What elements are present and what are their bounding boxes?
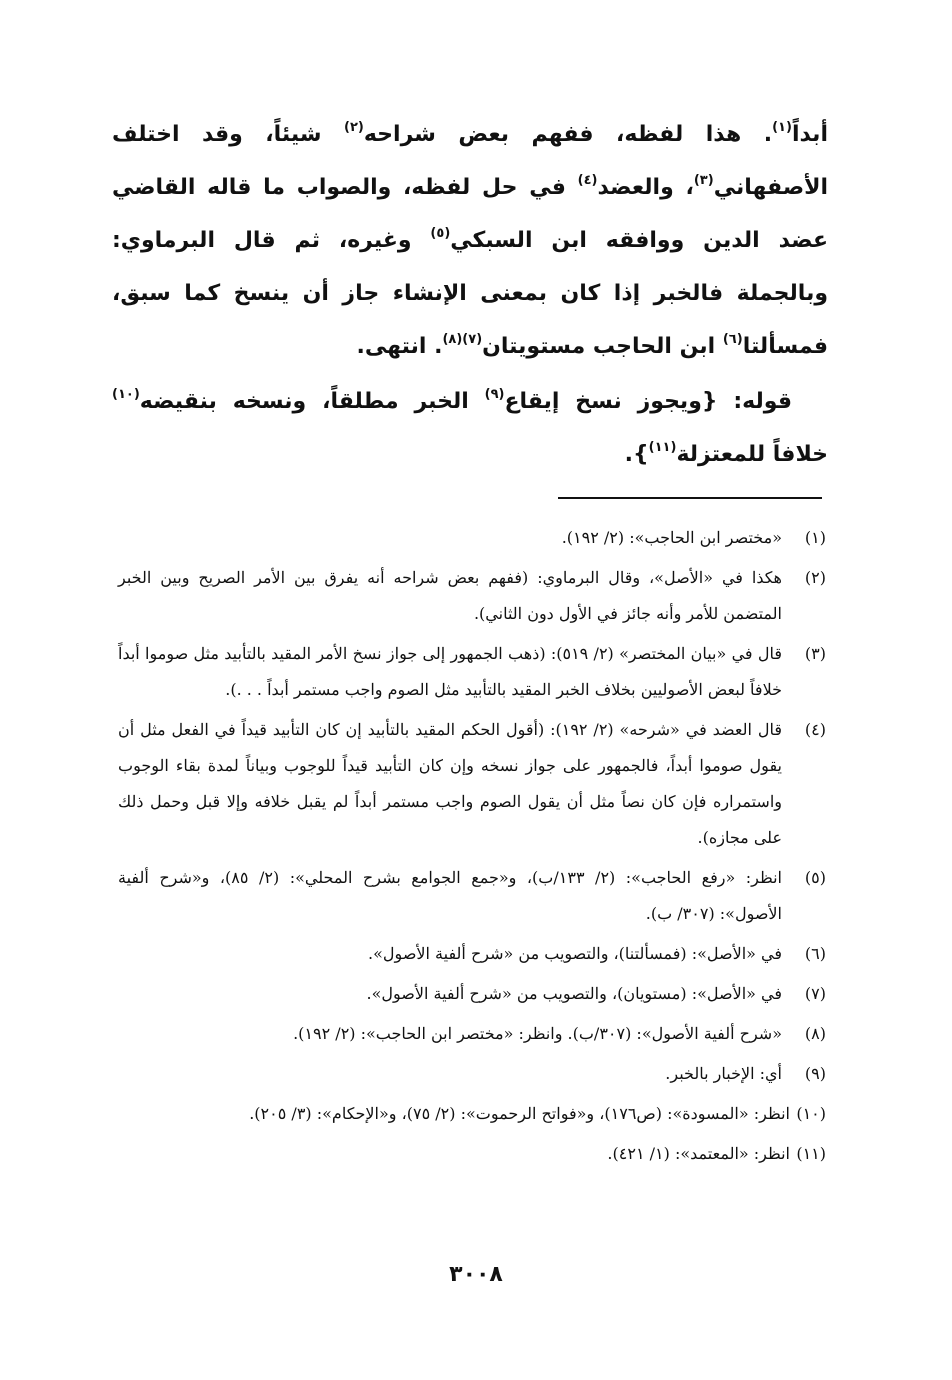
footnote-text: «مختصر ابن الحاجب»: (٢/ ١٩٢).: [561, 528, 782, 547]
footnote-separator: [558, 497, 822, 499]
text-run: }.: [624, 442, 649, 467]
page-number: ٣٠٠٨: [449, 1262, 503, 1287]
footnote: [118, 712, 826, 856]
footnote-ref-7-8[interactable]: (٧)(٨): [442, 332, 483, 347]
text-run: وغيره، ثم قال البرماوي: وبالجملة فالخبر إذا كان بمعنى الإنشاء جاز أن ينسخ كما سبق، فمسألتا: [112, 228, 828, 359]
footnote: [118, 936, 826, 972]
footnote-ref-6[interactable]: (٦): [722, 332, 743, 347]
footnote: [118, 860, 826, 932]
footnote-text: «شرح ألفية الأصول»: (٣٠٧/ب). وانظر: «مختصر ابن الحاجب»: (٢/ ١٩٢).: [293, 1024, 782, 1043]
footnote-number: (٦): [804, 944, 826, 963]
footnote-number: (٧): [804, 984, 826, 1003]
footnote-text: انظر: «المسودة»: (ص١٧٦)، و«فواتح الرحموت»: (٢/ ٧٥)، و«الإحكام»: (٣/ ٢٠٥).: [249, 1104, 790, 1123]
footnote-number: (١٠): [796, 1104, 826, 1123]
text-run: شيئاً، وقد اختلف الأصفهاني: [112, 122, 829, 200]
footnote: [118, 1096, 826, 1132]
footnote-text: انظر: «المعتمد»: (١/ ٤٢١).: [607, 1144, 790, 1163]
text-run: ، والعضد: [597, 175, 694, 200]
footnote-ref-10[interactable]: (١٠): [112, 387, 140, 402]
footnote-number: (٢): [804, 568, 826, 587]
footnote-number: (٤): [804, 720, 826, 739]
text-run: في حل لفظه، والصواب ما قاله القاضي عضد الدين ووافقه ابن السبكي: [112, 175, 828, 253]
footnote-ref-2[interactable]: (٢): [344, 120, 364, 135]
footnote: [118, 1136, 826, 1172]
footnote-ref-3[interactable]: (٣): [693, 173, 714, 188]
text-run: الخبر مطلقاً، ونسخه بنقيضه: [139, 389, 485, 414]
footnote-number: (١١): [796, 1144, 826, 1163]
footnote-number: (٥): [804, 868, 826, 887]
footnote-text: قال العضد في «شرحه» (٢/ ١٩٢): (أقول الحكم المقيد بالتأبيد إن كان التأبيد قيداً في الفعل مثل أن يقول صوموا أبداً، فالجمهور على جواز نسخه وإن كان التأبيد قيداً للوجوب وبياناً لمدة بقاء الوجوب واستمراره فإن كان نصاً مثل أن يقول الصوم واجب مستمر أبداً لم يقبل خلافه وإلا قبل وحمل ذلك على مجازه).: [118, 720, 782, 847]
footnote: [118, 976, 826, 1012]
footnote: [118, 1056, 826, 1092]
footnote: [118, 520, 826, 556]
text-run: أبداً: [791, 122, 828, 147]
footnote-ref-11[interactable]: (١١): [648, 440, 677, 455]
text-run: خلافاً للمعتزلة: [676, 442, 828, 467]
footnote-number: (٩): [804, 1064, 826, 1083]
main-text: [112, 108, 828, 481]
main-paragraph-quote: [112, 375, 828, 481]
footnote-number: (٨): [804, 1024, 826, 1043]
footnote-text: في «الأصل»: (مستويان)، والتصويب من «شرح ألفية الأصول».: [366, 984, 782, 1003]
footnote-ref-5[interactable]: (٥): [430, 226, 451, 241]
footnote-text: في «الأصل»: (فمسألتنا)، والتصويب من «شرح ألفية الأصول».: [368, 944, 782, 963]
main-paragraph: [112, 108, 828, 373]
footnote: [118, 636, 826, 708]
text-run: . هذا لفظه، ففهم بعض شراحه: [363, 122, 773, 147]
footnote-text: قال في «بيان المختصر» (٢/ ٥١٩): (ذهب الجمهور إلى جواز نسخ الأمر المقيد بالتأبيد مثل صوموا أبداً خلافاً لبعض الأصوليين بخلاف الخبر المقيد بالتأبيد مثل الصوم واجب مستمر أبداً . . .).: [118, 644, 782, 699]
footnote-ref-9[interactable]: (٩): [484, 387, 505, 402]
footnote: [118, 560, 826, 632]
footnote-number: (١): [804, 528, 826, 547]
footnote: [118, 1016, 826, 1052]
footnote-text: انظر: «رفع الحاجب»: (٢/ ١٣٣/ب)، و«جمع الجوامع بشرح المحلي»: (٢/ ٨٥)، و«شرح ألفية الأصول»: (٣٠٧/ ب).: [118, 868, 782, 923]
text-run: ابن الحاجب مستويتان: [482, 334, 723, 359]
footnote-text: أي: الإخبار بالخبر.: [665, 1064, 782, 1083]
footnotes: [118, 520, 826, 1176]
text-run: . انتهى.: [356, 334, 443, 359]
text-run: قوله: {ويجوز نسخ إيقاع: [504, 389, 792, 414]
footnote-text: هكذا في «الأصل»، وقال البرماوي: (ففهم بعض شراحه أنه يفرق بين الأمر الصريح وبين الخبر المتضمن للأمر وأنه جائز في الأول دون الثاني).: [118, 568, 782, 623]
footnote-number: (٣): [804, 644, 826, 663]
footnote-ref-4[interactable]: (٤): [577, 173, 598, 188]
footnote-ref-1[interactable]: (١): [772, 120, 792, 135]
